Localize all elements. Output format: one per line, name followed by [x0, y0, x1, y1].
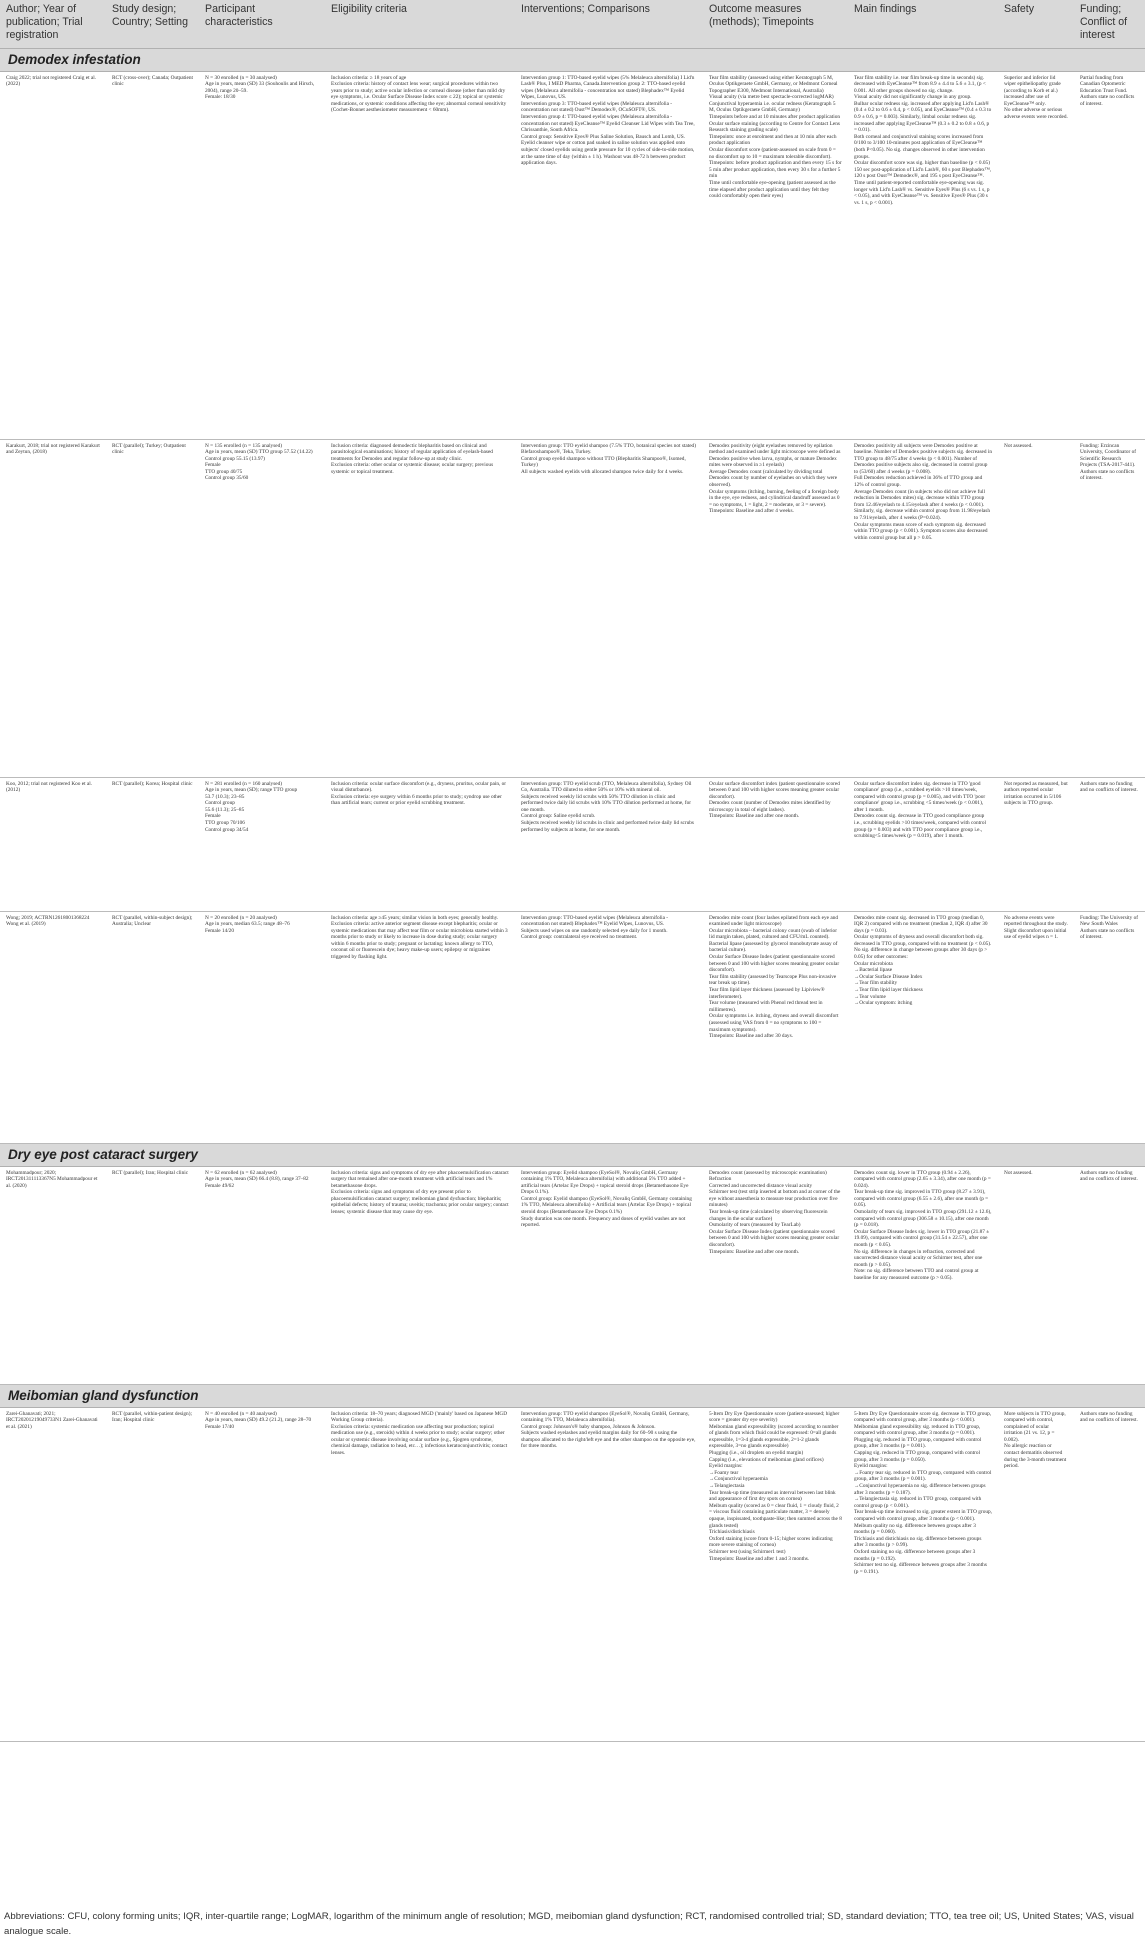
findings-line: →Tear film lipid layer thickness [854, 987, 923, 994]
outcomes-line: Timepoints: Baseline and after 1 and 3 months. [709, 1555, 810, 1562]
section-header-row [0, 48, 1145, 71]
findings-line: Demodex positivity all subjects were Demodex positive at baseline. Number of Demodex positive subjects sig. decreased in TTO group to 48/75 after 4 weeks (p < 0.001). Number of Demodex positive subjects also sig. decreased in control group to (53/60) after 4 weeks (p = 0.008). [854, 442, 992, 475]
outcomes-line: Demodex positivity (eight eyelashes removed by epilation method and examined under light microscope were defined as Demodex positive when larva, nymphs, or mature Demodex mites were observed in ≥1 eyelash) [709, 442, 841, 469]
findings-line: Plugging sig. reduced in TTO group, compared with control group, after 3 months (p = 0.001). [854, 1436, 982, 1450]
outcomes-line: Timepoints: before product application and then every 15 s for 5 min after product application, then every 30 s for a further 5 min [709, 160, 842, 180]
cell-outcomes [703, 777, 848, 911]
outcomes-line: Timepoints: Baseline and after 30 days. [709, 1033, 793, 1040]
cell-findings [848, 777, 998, 911]
findings-line: Demodex count sig. lower in TTO group (0.94 ± 2.26), compared with control group (2.65 ± 3.34), after one month (p = 0.024). [854, 1169, 991, 1189]
funding-line: Authors state no conflicts of interest. [1080, 94, 1135, 107]
safety-line: Not reported as measured, but authors reported ocular irritation occurred in 5/106 subjects in TTO group. [1004, 780, 1068, 807]
findings-line: →Telangiectasia sig. reduced in TTO group, compared with control group (p < 0.001). [854, 1496, 982, 1509]
findings-line: Capping sig. reduced in TTO group, compared with control group, after 3 months (p = 0.050). [854, 1450, 981, 1463]
outcomes-line: Schirmer test (test strip inserted at bottom and at corner of the eye without anaesthesia to measure tear production over five minutes) [709, 1189, 841, 1209]
participants-line: Age in years, mean (SD) TTO group 57.52 (14.22) [205, 449, 313, 456]
outcomes-line: Ocular Surface Disease Index (patient questionnaire scored between 0 and 100 with higher scores meaning greater ocular discomfort). [709, 1228, 840, 1249]
cell-outcomes [703, 71, 848, 439]
findings-line: Meibomian gland expressibility sig. reduced in TTO group, compared with control group, after 3 months (p = 0.001). [854, 1423, 981, 1437]
cell-participants [199, 777, 325, 911]
outcomes-line: Demodex count (number of Demodex mites identified by microscopy in total of eight lashes). [709, 800, 831, 813]
outcomes-line: Osmolarity of tears (measured by TearLab) [709, 1222, 801, 1229]
outcomes-line: Average Demodex count (calculated by dividing total Demodex count by number of eyelashes on which they were observed). [709, 468, 838, 489]
findings-line: Ocular discomfort score was sig. higher than baseline (p < 0.05) 150 sec post-application of Lid'n Lash®, 60 s post Blephadex™, 120 s post Oust™ Demodex®, and 195 s post EyeCleanse™. [854, 160, 992, 180]
outcomes-line: Meibum quality (scored as 0 = clear fluid, 1 = cloudy fluid, 2 = viscous fluid containing particulate matter, 3 = densely opaque, inspissated, toothpaste-like; then summed across the 8 glands tested) [709, 1502, 842, 1529]
outcomes-line: Oxford staining (score from 0-15; higher scores indicating more severe staining of cornea) [709, 1535, 833, 1549]
cell-eligibility [325, 71, 515, 439]
interventions-line: Eyelid cleanser wipe or cotton pad soaked in saline solution was applied onto subjects' closed eyelids using gentle pressure for 10 cycles of side-to-side motion, at the same time of day (within ± 1 h). Washout was 48-72 h between product application days. [521, 140, 695, 167]
cell-participants [199, 71, 325, 439]
table-row [0, 777, 1145, 911]
findings-line: Tear break-up time increased to sig. greater extent in TTO group, compared with control group, after 3 months (p < 0.001). [854, 1509, 992, 1522]
funding-line: Authors state no conflicts of interest. [1080, 927, 1135, 941]
outcomes-line: Tear volume (measured with Phenol red thread test in millimetres). [709, 1000, 823, 1013]
cell-safety [998, 777, 1074, 911]
participants-line: N = 20 enrolled (n = 20 analysed) [205, 914, 277, 921]
interventions-line: Control group: contralateral eye received no treatment. [521, 934, 638, 941]
cell-safety [998, 1407, 1074, 1741]
header-interventions: Interventions; Comparisons [515, 0, 703, 48]
cell-safety [998, 1166, 1074, 1384]
cell-author: Karakurt, 2018; trial not registered Karakurt and Zeytun, (2018) [0, 439, 106, 777]
cell-findings [848, 911, 998, 1143]
funding-line: Funding: Erzincan University, Coordinator of Scientific Research Projects (TSA-2017-441). [1080, 442, 1136, 469]
table-row [0, 439, 1145, 777]
findings-line: Note: no sig. difference between TTO and control group at baseline for any measured outcome (p > 0.05). [854, 1268, 979, 1281]
findings-line: Both corneal and conjunctival staining scores increased from 0/100 to 3/100 10-minutes post application of EyeCleanse™ (both P<0.05). No sig. changes observed in other intervention groups. [854, 133, 985, 160]
interventions-line: Intervention group: TTO eyelid shampoo (EyeSol®, Novaliq GmbH, Germany, containing 1% TTO, Melaleuca alternifolia). [521, 1410, 690, 1424]
findings-line: Eyelid margins: [854, 1463, 888, 1470]
participants-line: Female: 18/30 [205, 94, 236, 101]
outcomes-line: Ocular Surface Disease Index (patient questionnaire scored between 0 and 100 with higher scores meaning greater ocular discomfort). [709, 954, 840, 974]
interventions-line: Subjects used wipes on one randomly selected eye daily for 1 month. [521, 927, 668, 934]
eligibility-line: Inclusion criteria: diagnosed demodectic blepharitis based on clinical and parasitological examinations; history of regular application of eyelash-based treatments for Demodex and regular follow-up at study clinic. [331, 442, 493, 462]
outcomes-line: Plugging (i.e., oil droplets on eyelid margin) [709, 1450, 804, 1457]
cell-eligibility [325, 1407, 515, 1741]
interventions-line: Control group: Eyelid shampoo (EyeSol®, Novaliq GmbH, Germany containing 1% TTO, Melaleuca alternifolia) + Artificial tears (Artelac Eye Drops) + topical steroid drops (Betamethasone Eye Drops 0.1%) [521, 1195, 692, 1216]
funding-line: Authors state no funding and no conflicts of interest. [1080, 1169, 1138, 1183]
outcomes-line: Tear film lipid layer thickness (assessed by Lipiview® interferometer). [709, 987, 825, 1000]
outcomes-line: Meibomian gland expressibility (scored according to number of glands from which fluid could be expressed: 0=all glands expressible, 1=3-4 glands expressible, 2=1-2 glands expressible, 3=no glands expressible) [709, 1423, 839, 1450]
participants-line: Age in years, mean (SD) 66.4 (8.8), range 37–82 [205, 1176, 309, 1183]
interventions-line: Subjects received weekly lid scrubs with 50% TTO dilution in clinic and performed twice daily lid scrubs with 10% TTO dilution performed at home, for one month. [521, 793, 691, 813]
cell-findings [848, 1407, 998, 1741]
outcomes-line: Corrected and uncorrected distance visual acuity [709, 1182, 813, 1189]
participants-line: Age in years, mean (SD) 49.2 (21.2), range 28–70 [205, 1417, 312, 1424]
eligibility-line: Exclusion criteria: eye surgery within 6 months prior to study; syndrop use other than artificial tears; current or prior eyelid scrubbing treatment. [331, 793, 502, 807]
eligibility-line: Inclusion criteria: 18–70 years; diagnosed MGD ('mainly' based on Japanese MGD Working Group criteria). [331, 1410, 508, 1424]
abbreviations-footnote: Abbreviations: CFU, colony forming units; IQR, inter-quartile range; LogMAR, logarithm of the minimum angle of resolution; MGD, meibomian gland dysfunction; RCT, randomised controlled trial; SD, standard deviation; TTO, tea tree oil; US, United States; VAS, visual analogue scale. [4, 1911, 1134, 1937]
funding-line: Authors state no funding and no conflicts of interest. [1080, 1410, 1138, 1424]
interventions-line: Intervention group 4: TTO-based eyelid wipes (Melaleuca alternifolia - concentration not stated) EyeCleanse™ Eyelid Cleanser Lid Wipes with Tea Tree, Chrissanthie, South Africa. [521, 114, 695, 134]
outcomes-line: Timepoints: Baseline and after one month. [709, 1248, 800, 1255]
interventions-line: Intervention group: Eyelid shampoo (EyeSol®, Novaliq GmbH, Germany containing 1% TTO, Melaleuca alternifolia) with additional 5% TTO added + artificial tears (Artelac Eye Drops) + topical steroid drops (Betamethasone Eye Drops 0.1%). [521, 1169, 689, 1196]
cell-outcomes [703, 439, 848, 777]
findings-line: Ocular symptoms mean score of each symptom sig. decreased within TTO group (p < 0.001). Symptom scores also decreased within control group but all p > 0.05. [854, 521, 988, 541]
safety-line: Not assessed. [1004, 1169, 1033, 1176]
interventions-line: Control group eyelid shampoo without TTO (Blepharitis Shampoo®, Isomed, Turkey) [521, 455, 686, 469]
findings-line: Demodex mite count sig. decreased in TTO group (median 0, IQR 2) compared with no treatment (median 2, IQR 4) after 30 days (p = 0.03). [854, 914, 988, 934]
safety-line: No adverse events were reported throughout the study. [1004, 914, 1068, 928]
eligibility-line: Exclusion criteria: signs and symptoms of dry eye present prior to phacoemulsification cataract surgery; meibomian gland dysfunction; blepharitis; epithelial defects; history of trauma; uveitis; trachoma; prior ocular surgery; contact lenses; systemic disease that may cause dry eye. [331, 1189, 509, 1216]
participants-line: Female [205, 813, 221, 820]
participants-line: TTO group 70/106 [205, 820, 245, 827]
outcomes-line: Refraction [709, 1176, 732, 1183]
participants-line: N = 62 enrolled (n = 62 analysed) [205, 1169, 277, 1176]
header-outcomes: Outcome measures (methods); Timepoints [703, 0, 848, 48]
participants-line: TTO group 40/75 [205, 468, 243, 475]
outcomes-line: Ocular discomfort score (patient-assessed on scale from 0 = no discomfort up to 10 = maximum tolerable discomfort). [709, 147, 836, 160]
cell-safety [998, 911, 1074, 1143]
eligibility-line: Inclusion criteria: ≥ 18 years of age [331, 74, 407, 81]
safety-line: Slight discomfort upon initial use of eyelid wipes n = 1. [1004, 927, 1067, 941]
interventions-line: Intervention group 3: TTO-based eyelid wipes (Melaleuca alternifolia - concentration not stated) Oust™ Demodex®, OCuSOFT®, US. [521, 100, 673, 114]
findings-line: Meibum quality no sig. difference between groups after 3 months (p = 0.060). [854, 1522, 976, 1536]
cell-findings [848, 71, 998, 439]
findings-line: Tear break-up time sig. improved in TTO group (8.27 ± 3.91), compared with control group (6.55 ± 2.6), after one month (p = 0.05). [854, 1189, 989, 1209]
safety-line: Not assessed. [1004, 442, 1033, 449]
outcomes-line: Visual acuity (via metre best spectacle-corrected logMAR) [709, 94, 834, 101]
cell-participants [199, 439, 325, 777]
participants-line: N = 40 enrolled (n = 40 analysed) [205, 1410, 277, 1417]
cell-eligibility [325, 1166, 515, 1384]
interventions-line: Intervention group: TTO eyelid shampoo (7.5% TTO, botanical species not stated) Blefaroshampoo®, Teka, Turkey. [521, 442, 696, 456]
outcomes-line: Time until comfortable eye-opening (patient assessed as the time elapsed after product application until they felt they could comfortably open their eyes) [709, 180, 836, 200]
safety-line: No other adverse or serious adverse events were recorded. [1004, 107, 1068, 121]
outcomes-line: →Foamy tear [709, 1469, 739, 1476]
findings-line: →Ocular symptom: itching [854, 1000, 913, 1007]
participants-line: Control group 34/54 [205, 826, 249, 833]
header-eligibility: Eligibility criteria [325, 0, 515, 48]
cell-interventions [515, 777, 703, 911]
cell-eligibility [325, 777, 515, 911]
cell-design: RCT (parallel); Iran; Hospital clinic [106, 1166, 199, 1384]
interventions-line: Study duration was one month. Frequency and doses of eyelid washes are not reported. [521, 1215, 686, 1229]
outcomes-line: Ocular surface discomfort index (patient questionnaire scored between 0 and 100 with higher scores meaning greater ocular discomfort). [709, 780, 840, 800]
header-safety: Safety [998, 0, 1074, 48]
cell-design: RCT (parallel); Turkey; Outpatient clinic [106, 439, 199, 777]
interventions-line: Control group: Johnson's® baby shampoo, Johnson & Johnson. [521, 1423, 656, 1430]
outcomes-line: Tear break-up time (calculated by observing fluorescein changes in the ocular surface) [709, 1209, 828, 1222]
header-participants: Participant characteristics [199, 0, 325, 48]
findings-line: Oxford staining no sig. difference between groups after 3 months (p = 0.192). [854, 1548, 976, 1562]
outcomes-line: Ocular symptoms i.e. itching, dryness and overall discomfort (assessed using VAS from 0 = no symptoms to 100 = maximum symptoms). [709, 1013, 839, 1033]
cell-eligibility [325, 911, 515, 1143]
table-row [0, 71, 1145, 439]
participants-line: Control group 55.15 (13.97) [205, 455, 265, 462]
outcomes-line: Tear film stability (assessed by Tearscope Plus non-invasive tear break up time). [709, 973, 837, 987]
participants-line: 55.6 (11.3); 25–85 [205, 806, 245, 813]
interventions-line: Control group: Sensitive Eyes® Plus Saline Solution, Bausch and Lomb, US. [521, 133, 685, 140]
cell-participants [199, 1407, 325, 1741]
participants-line: Female 17/40 [205, 1423, 234, 1430]
participants-line: Age in years, mean (SD) 33 (Souhoulis and Hirsch, 2004), range 20–59. [205, 81, 315, 94]
safety-line: More subjects in TTO group, compared with control, complained of ocular irritation (21 vs. 12, p = 0.002). [1004, 1410, 1066, 1443]
header-design: Study design; Country; Setting [106, 0, 199, 48]
eligibility-line: Inclusion criteria: ocular surface discomfort (e.g., dryness, pruritus, ocular pain, or visual disturbance). [331, 780, 507, 794]
outcomes-line: Ocular symptoms (itching, burning, feeling of a foreign body in the eye, eye redness, and cylindrical dandruff assessed as 0 = no symptoms, 1 = light, 2 = moderate, or 3 = severe). [709, 488, 840, 508]
cell-funding [1074, 1166, 1145, 1384]
header-author: Author; Year of publication; Trial registration [0, 0, 106, 48]
section-title: Demodex infestation [0, 48, 1145, 71]
findings-line: Time until patient-reported comfortable eye-opening was sig. longer with Lid'n Lash® vs. Sensitive Eyes® Plus (6 s vs. 1 s, p < 0.05), and with EyeCleanse™ vs. Sensitive Eyes® Plus (30 s vs. 1 s, p < 0.001). [854, 180, 990, 206]
findings-line: →Bacterial lipase [854, 967, 893, 974]
table-body [0, 48, 1145, 1741]
cell-outcomes [703, 1166, 848, 1384]
findings-line: No sig. difference in changes in refraction, corrected and uncorrected distance visual acuity or Schirmer test, after one month (p > 0.05). [854, 1248, 983, 1268]
cell-author: Craig 2022; trial not registered Craig et al. (2022) [0, 71, 106, 439]
table-row [0, 911, 1145, 1143]
cell-funding [1074, 71, 1145, 439]
participants-line: 53.7 (10.3); 23–85 [205, 793, 245, 800]
cell-interventions [515, 1166, 703, 1384]
findings-line: →Tear volume [854, 993, 886, 1000]
outcomes-line: Timepoints: Baseline and after one month. [709, 813, 800, 820]
safety-line: Superior and inferior lid wiper epitheliopathy grade (according to Korb et al.) increased after use of EyeCleanse™ only. [1004, 74, 1061, 107]
outcomes-line: Timepoints: once at enrolment and then at 10 min after each product application [709, 133, 837, 147]
outcomes-line: Trichiasis/distichiasis [709, 1529, 755, 1536]
eligibility-line: Inclusion criteria: signs and symptoms of dry eye after phacoemulsification cataract surgery that remained after one-month treatment with artificial tears and 1% betamethasone drops. [331, 1169, 509, 1189]
cell-funding [1074, 439, 1145, 777]
eligibility-line: Exclusion criteria: other ocular or systemic disease; ocular surgery; previous systemic or topical treatment. [331, 462, 494, 475]
cell-interventions [515, 439, 703, 777]
findings-line: Demodex count sig. decrease in TTO good compliance group i.e., scrubbing eyelids >10 times/week, compared with control group (p = 0.003) and with TTO poor compliance group i.e., scrubbing<5 times/week (p = 0.019), after 1 month. [854, 813, 986, 840]
table-header [0, 0, 1145, 48]
table-row [0, 1166, 1145, 1384]
participants-line: Female 14/20 [205, 927, 234, 934]
outcomes-line: Capping (i.e., elevations of meibomian gland orifices) [709, 1456, 824, 1463]
findings-line: →Foamy tear sig. reduced in TTO group, compared with control group, after 3 months (p = 0.001). [854, 1469, 992, 1483]
cell-outcomes [703, 911, 848, 1143]
participants-line: N = 281 enrolled (n = 160 analysed) [205, 780, 283, 787]
outcomes-line: Tear break-up time (measured as interval between last blink and appearance of first dry spots on cornea) [709, 1489, 836, 1503]
cell-funding [1074, 777, 1145, 911]
findings-line: →Ocular Surface Disease Index [854, 973, 923, 980]
table-row [0, 1407, 1145, 1741]
findings-line: Average Demodex count (in subjects who did not achieve full reduction in Demodex mites) sig. decrease within TTO group from 12.46/eyelash to 4.15/eyelash after 4 weeks (p < 0.001). [854, 488, 985, 508]
outcomes-line: 5-Item Dry Eye Questionnaire score (patient-assessed; higher score = greater dry eye severity) [709, 1410, 840, 1424]
funding-line: Authors state no conflicts of interest. [1080, 468, 1135, 482]
findings-line: 5-Item Dry Eye Questionnaire score sig. decrease in TTO group, compared with control group, after 3 months (p < 0.001). [854, 1410, 992, 1424]
interventions-line: Intervention group: TTO eyelid scrub (TTO, Melaleuca alternifolia), Sydney Oil Co, Australia. TTO diluted to either 50% or 10% with mineral oil. [521, 780, 692, 794]
outcomes-line: Tear film stability (assessed using either Keratograph 5 M, Oculus Optikgeraete GmbH, Germany, or Medmont Corneal Topographer E300, Medmont International, Australia) [709, 74, 838, 94]
cell-participants [199, 911, 325, 1143]
participants-line: Age in years, median 63.5; range 48–76 [205, 921, 290, 928]
participants-line: N = 30 enrolled (n = 30 analysed) [205, 74, 277, 81]
eligibility-line: Exclusion criteria: systemic medication use affecting tear production; topical medication use (e.g., steroids) within 4 weeks prior to study; ocular surgery; other ocular or systemic disease involving ocular surface (e.g., Sjogren syndrome, chemical damage, radiation to head, etc…); infectious keratoconjunctivitis; contact lenses. [331, 1423, 508, 1457]
findings-line: Schirmer test no sig. difference between groups after 3 months (p = 0.191). [854, 1562, 987, 1575]
cell-author: Zarei-Ghanavati; 2021; IRCT20201219049733N1 Zarei-Ghanavati et al. (2021) [0, 1407, 106, 1741]
cell-outcomes [703, 1407, 848, 1741]
interventions-line: Intervention group 1: TTO-based eyelid wipes (5% Melaleuca alternifolia) I Lid'n Lash® Plus, I MED Pharma, Canada.Intervention group 2: TTO-based eyelid wipes (Melaleuca alternifolia - concentration not stated) Blephadex™ Eyelid Wipes, Lunovus, US. [521, 74, 695, 101]
findings-line: Ocular microbiota [854, 960, 893, 967]
cell-safety [998, 71, 1074, 439]
eligibility-line: Inclusion criteria: age ≥45 years; similar vision in both eyes; generally healthy. [331, 914, 499, 921]
header-findings: Main findings [848, 0, 998, 48]
cell-author: Koo, 2012; trial not registered Koo et al. (2012) [0, 777, 106, 911]
outcomes-line: Timepoints before and at 10 minutes after product application [709, 114, 841, 121]
cell-design: RCT (parallel); Korea; Hospital clinic [106, 777, 199, 911]
section-title: Meibomian gland dysfunction [0, 1384, 1145, 1407]
findings-line: Trichiasis and distichiasis no sig. difference between groups after 3 months (p > 0.99). [854, 1535, 982, 1549]
outcomes-line: Demodex count (assessed by microscopic examination) [709, 1169, 827, 1176]
findings-line: Bulbar ocular redness sig. increased after applying Lid'n Lash® (0.4 ± 0.2 to 0.6 ± 0.4, p < 0.05), and EyeCleanse™ (0.4 ± 0.3 to 0.9 ± 0.6, p = 0.003). Similarly, limbal ocular redness sig. increased after applying EyeCleanse™ (0.3 ± 0.2 to 0.8 ± 0.6, p = 0.01). [854, 100, 992, 134]
safety-line: No allergic reaction or contact dermatitis observed during the 3-month treatment period. [1004, 1443, 1067, 1470]
cell-interventions [515, 71, 703, 439]
section-header-row [0, 1384, 1145, 1407]
outcomes-line: Timepoints: Baseline and after 4 weeks. [709, 508, 794, 515]
findings-line: →Conjunctival hyperaemia no sig. difference between groups after 3 months (p = 0.187). [854, 1483, 986, 1496]
outcomes-line: Eyelid margins: [709, 1463, 743, 1470]
funding-line: Authors state no funding and no conflicts of interest. [1080, 780, 1138, 794]
participants-line: Female [205, 462, 221, 469]
cell-eligibility [325, 439, 515, 777]
cell-interventions [515, 911, 703, 1143]
participants-line: Female 49/62 [205, 1182, 234, 1189]
cell-design: RCT (parallel, within-subject design); Australia; Unclear [106, 911, 199, 1143]
section-title: Dry eye post cataract surgery [0, 1143, 1145, 1166]
findings-line: Visual acuity did not significantly change in any group. [854, 94, 972, 101]
funding-line: Funding: The University of New South Wales [1080, 914, 1139, 928]
findings-line: Similarly, sig. decrease within control group from 11.98/eyelash to 7.91/eyelash, after 4 weeks (P=0.024). [854, 508, 990, 522]
cell-safety [998, 439, 1074, 777]
outcomes-line: Demodex mite count (four lashes epilated from each eye and examined under light microscope) [709, 914, 838, 928]
section-header-row [0, 1143, 1145, 1166]
cell-findings [848, 1166, 998, 1384]
interventions-line: All subjects washed eyelids with allocated shampoo twice daily for 4 weeks. [521, 468, 684, 475]
participants-line: Age in years, mean (SD); range TTO group [205, 787, 298, 794]
findings-line: Full Demodex reduction achieved in 36% of TTO group and 12% of control group. [854, 475, 983, 489]
outcomes-line: Bacterial lipase (assessed by glycerol monobutyrate assay of bacterial culture). [709, 940, 838, 954]
findings-line: Ocular symptoms of dryness and overall discomfort both sig. decreased in TTO group, compared with no treatment (p < 0.05). [854, 934, 992, 947]
outcomes-line: Ocular microbiota – bacterial colony count (swab of inferior lid margin taken, plated, cultured and CFU/mL counted). [709, 927, 837, 941]
outcomes-line: →Telangiectasia [709, 1483, 745, 1490]
findings-line: →Tear film stability [854, 980, 898, 987]
participants-line: Control group [205, 800, 235, 807]
outcomes-line: →Conjunctival hyperaemia [709, 1476, 768, 1483]
cell-design: RCT (cross-over); Canada; Outpatient clinic [106, 71, 199, 439]
cell-funding [1074, 911, 1145, 1143]
cell-author: Mohammadpour; 2020; IRCT201311113367N5 Mohammadpour et al. (2020) [0, 1166, 106, 1384]
interventions-line: Subjects received weekly lid scrubs in clinic and performed twice daily lid scrubs performed by subjects at home, for one month. [521, 820, 694, 833]
findings-line: Tear film stability i.e. tear film break-up time in seconds) sig. decreased with EyeCleanse™ from 8.9 ± 4.4 to 5.6 ± 3.1, (p < 0.001. All other groups showed no sig. change. [854, 74, 986, 94]
cell-interventions [515, 1407, 703, 1741]
findings-line: Ocular Surface Disease Index sig. lower in TTO group (21.87 ± 19.09), compared with control group (31.54 ± 22.57), after one month (p < 0.05). [854, 1228, 990, 1249]
header-funding: Funding; Conflict of interest [1074, 0, 1145, 48]
outcomes-line: Ocular surface staining (according to Centre for Contact Lens Research staining grading scale) [709, 120, 840, 134]
cell-participants [199, 1166, 325, 1384]
cell-findings [848, 439, 998, 777]
findings-line: Ocular surface discomfort index sig. decrease in TTO 'good compliance' group (i.e., scrubbed eyelids >10 times/week, compared with control group (p = 0.005), and with TTO 'poor compliance' group i.e., scrubbing <5 times/week (p < 0.001), after 1 month. [854, 780, 986, 813]
outcomes-line: Schirmer test (using Schirmer1 test) [709, 1548, 786, 1555]
participants-line: Control group 35/60 [205, 475, 249, 482]
cell-author: Wong; 2019; ACTRN12618001368224 Wong et al. (2019) [0, 911, 106, 1143]
eligibility-line: Exclusion criteria: history of contact lens wear; surgical procedures within two years prior to study; active ocular infection or corneal disease (other than mild dry eye symptoms, i.e. Ocular Surface Disease Index score ≤ 22); topical or systemic medications, or systemic conditions affecting the eye; abnormal corneal sensitivity (Cochet-Bonnet aesthesiometer measurement < 60mm). [331, 81, 507, 114]
eligibility-line: Exclusion criteria: active anterior segment disease except blepharitis; ocular or systemic medications that may affect tear film or ocular microbiota started within 3 months prior to study or likely to increase in dose during study; ocular surgery within 6 months prior to study; pregnant or lactating; known allergy to TTO, coconut oil or fluorescein dye; heavy make-up users; epilepsy or migraines triggered by flashing light. [331, 921, 508, 961]
interventions-line: Control group: Saline eyelid scrub. [521, 813, 596, 820]
findings-line: No sig. difference in change between groups after 30 days (p > 0.05) for other outcomes: [854, 947, 988, 961]
participants-line: N = 135 enrolled (n = 135 analysed) [205, 442, 283, 449]
findings-line: Osmolarity of tears sig. improved in TTO group (291.12 ± 12.6), compared with control group (306.58 ± 10.15), after one month (p = 0.018). [854, 1209, 992, 1229]
outcomes-line: Conjunctival hyperaemia i.e. ocular redness (Keratograph 5 M, Oculus Optikgeraete GmbH, Germany) [709, 100, 836, 114]
interventions-line: Intervention group: TTO-based eyelid wipes (Melaleuca alternifolia - concentration not stated) Blephadex™ Eyelid Wipes, Lunovus, US. [521, 914, 669, 928]
cell-design: RCT (parallel, within-patient design); Iran; Hospital clinic [106, 1407, 199, 1741]
funding-line: Partial funding from Canadian Optometric Education Trust Fund. [1080, 74, 1128, 94]
cell-funding [1074, 1407, 1145, 1741]
interventions-line: Subjects washed eyelashes and eyelid margins daily for 60–90 s using the shampoo allocated to the right/left eye and the other shampoo on the opposite eye, for three months. [521, 1430, 696, 1450]
